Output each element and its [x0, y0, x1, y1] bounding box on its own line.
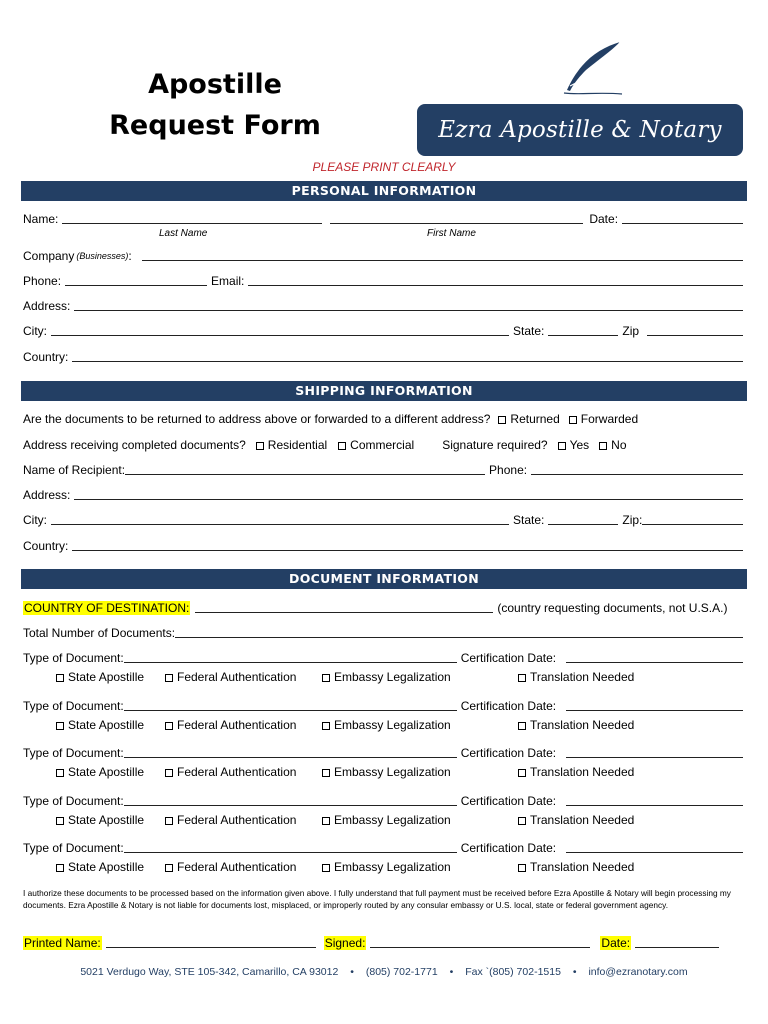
name-label: Name:	[23, 212, 59, 226]
federal-authentication-option[interactable]: Federal Authentication	[165, 670, 296, 685]
translation-needed-option[interactable]: Translation Needed	[518, 860, 634, 875]
shipping-city-label: City:	[23, 513, 47, 527]
embassy-legalization-option[interactable]: Embassy Legalization	[322, 765, 451, 780]
shipping-address-field[interactable]	[74, 488, 743, 500]
federal-authentication-checkbox[interactable]	[165, 769, 173, 777]
company-colon: :	[128, 249, 132, 263]
certification-date-label: Certification Date:	[460, 746, 557, 760]
federal-authentication-option[interactable]: Federal Authentication	[165, 765, 296, 780]
document-type-label: Type of Document:	[23, 746, 124, 760]
phone-email-row	[23, 273, 743, 288]
shipping-city-field[interactable]	[51, 513, 509, 525]
state-apostille-checkbox[interactable]	[56, 817, 64, 825]
company-field[interactable]	[142, 249, 743, 261]
translation-needed-option[interactable]: Translation Needed	[518, 765, 634, 780]
state-label: State:	[513, 324, 545, 338]
translation-needed-checkbox[interactable]	[518, 674, 526, 682]
section-personal-information: PERSONAL INFORMATION	[21, 181, 747, 201]
total-documents-label: Total Number of Documents:	[23, 626, 176, 640]
translation-needed-checkbox[interactable]	[518, 817, 526, 825]
company-note: (Businesses)	[76, 251, 129, 261]
state-apostille-checkbox[interactable]	[56, 674, 64, 682]
recipient-field[interactable]	[125, 463, 485, 475]
country-label: Country:	[23, 350, 69, 364]
document-type-row	[23, 840, 743, 855]
title-line-1: Apostille	[148, 69, 282, 100]
translation-needed-checkbox[interactable]	[518, 722, 526, 730]
federal-authentication-checkbox[interactable]	[165, 722, 173, 730]
certification-date-field[interactable]	[566, 841, 743, 853]
address-field[interactable]	[74, 299, 743, 311]
shipping-phone-field[interactable]	[531, 463, 743, 475]
commercial-option[interactable]: Commercial	[338, 438, 414, 452]
signature-row	[23, 935, 746, 950]
recipient-label: Name of Recipient:	[23, 463, 126, 477]
commercial-checkbox[interactable]	[338, 442, 346, 450]
embassy-legalization-option[interactable]: Embassy Legalization	[322, 860, 451, 875]
translation-needed-option[interactable]: Translation Needed	[518, 718, 634, 733]
signature-yes-checkbox[interactable]	[558, 442, 566, 450]
shipping-zip-field[interactable]	[642, 513, 743, 525]
document-type-label: Type of Document:	[23, 699, 124, 713]
certification-date-label: Certification Date:	[460, 794, 557, 808]
city-field[interactable]	[51, 324, 509, 336]
address-label: Address:	[23, 299, 71, 313]
embassy-legalization-option[interactable]: Embassy Legalization	[322, 670, 451, 685]
return-question: Are the documents to be returned to address above or forwarded to a different address?	[23, 412, 491, 426]
shipping-city-row	[23, 512, 743, 527]
federal-authentication-checkbox[interactable]	[165, 674, 173, 682]
quill-pen-icon	[558, 40, 628, 98]
federal-authentication-checkbox[interactable]	[165, 864, 173, 872]
return-question-row	[23, 411, 743, 426]
embassy-legalization-option[interactable]: Embassy Legalization	[322, 718, 451, 733]
shipping-country-field[interactable]	[72, 539, 743, 551]
document-type-row	[23, 698, 743, 713]
signed-label: Signed:	[324, 936, 366, 950]
footer-fax: Fax `(805) 702-1515	[465, 966, 561, 978]
signature-question: Signature required?	[442, 438, 548, 452]
footer-separator: •	[449, 966, 454, 978]
document-type-field[interactable]	[124, 651, 457, 663]
returned-checkbox[interactable]	[498, 416, 506, 424]
state-apostille-option[interactable]: State Apostille	[56, 718, 144, 733]
first-name-caption: First Name	[427, 228, 476, 239]
certification-date-field[interactable]	[566, 651, 743, 663]
certification-date-label: Certification Date:	[460, 699, 557, 713]
form-title	[90, 64, 340, 146]
company-logo	[417, 104, 743, 156]
state-field[interactable]	[548, 324, 618, 336]
shipping-phone-label: Phone:	[489, 463, 528, 477]
state-apostille-checkbox[interactable]	[56, 769, 64, 777]
country-row	[23, 349, 743, 364]
address-type-row	[23, 437, 743, 452]
footer-separator: •	[350, 966, 354, 978]
title-line-2: Request Form	[109, 110, 321, 141]
document-type-field[interactable]	[124, 841, 457, 853]
embassy-legalization-checkbox[interactable]	[322, 864, 330, 872]
translation-needed-checkbox[interactable]	[518, 769, 526, 777]
residential-checkbox[interactable]	[256, 442, 264, 450]
email-label: Email:	[211, 274, 245, 288]
shipping-zip-label: Zip:	[622, 513, 643, 527]
certification-date-label: Certification Date:	[460, 651, 557, 665]
section-shipping-information: SHIPPING INFORMATION	[21, 381, 747, 401]
phone-label: Phone:	[23, 274, 62, 288]
state-apostille-option[interactable]: State Apostille	[56, 813, 144, 828]
state-apostille-option[interactable]: State Apostille	[56, 670, 144, 685]
forwarded-checkbox[interactable]	[569, 416, 577, 424]
state-apostille-checkbox[interactable]	[56, 722, 64, 730]
embassy-legalization-option[interactable]: Embassy Legalization	[322, 813, 451, 828]
signed-field[interactable]	[370, 936, 590, 948]
total-documents-field[interactable]	[175, 626, 743, 638]
signature-yes-option[interactable]: Yes	[558, 438, 590, 452]
document-type-label: Type of Document:	[23, 841, 124, 855]
certification-date-field[interactable]	[566, 699, 743, 711]
destination-row	[23, 600, 743, 615]
federal-authentication-option[interactable]: Federal Authentication	[165, 860, 296, 875]
forwarded-option[interactable]: Forwarded	[569, 412, 638, 426]
authorization-date-field[interactable]	[635, 936, 719, 948]
certification-date-field[interactable]	[566, 794, 743, 806]
certification-date-label: Certification Date:	[460, 841, 557, 855]
address-type-question: Address receiving completed documents?	[23, 438, 246, 452]
footer-contact	[0, 966, 768, 978]
federal-authentication-checkbox[interactable]	[165, 817, 173, 825]
embassy-legalization-checkbox[interactable]	[322, 769, 330, 777]
federal-authentication-option[interactable]: Federal Authentication	[165, 813, 296, 828]
email-field[interactable]	[248, 274, 743, 286]
address-row	[23, 298, 743, 313]
translation-needed-option[interactable]: Translation Needed	[518, 670, 634, 685]
shipping-country-label: Country:	[23, 539, 69, 553]
country-field[interactable]	[72, 350, 743, 362]
translation-needed-checkbox[interactable]	[518, 864, 526, 872]
state-apostille-option[interactable]: State Apostille	[56, 765, 144, 780]
document-type-label: Type of Document:	[23, 651, 124, 665]
last-name-caption: Last Name	[159, 228, 208, 239]
company-row	[23, 248, 743, 263]
document-type-field[interactable]	[124, 746, 457, 758]
document-type-field[interactable]	[124, 699, 457, 711]
city-label: City:	[23, 324, 47, 338]
embassy-legalization-checkbox[interactable]	[322, 817, 330, 825]
returned-option[interactable]: Returned	[498, 412, 559, 426]
shipping-address-row	[23, 487, 743, 502]
shipping-state-field[interactable]	[548, 513, 618, 525]
total-documents-row	[23, 625, 743, 640]
authorization-statement: I authorize these documents to be processed based on the information given above. I fully understand that full payment must be received before Ezra Apostille & Notary will begin processing my documents. Ezra Apostille & Notary is not liable for documents lost, misplaced, or improperly routed by any consular embassy or U.S. local, state or federal government agency.	[23, 888, 731, 910]
footer-email[interactable]: info@ezranotary.com	[588, 966, 688, 978]
company-label: Company	[23, 249, 75, 263]
document-type-field[interactable]	[124, 794, 457, 806]
printed-name-field[interactable]	[106, 936, 316, 948]
shipping-country-row	[23, 538, 743, 553]
document-type-label: Type of Document:	[23, 794, 124, 808]
printed-name-label: Printed Name:	[24, 936, 101, 950]
zip-label: Zip	[622, 324, 640, 338]
document-type-row	[23, 650, 743, 665]
footer-separator: •	[572, 966, 577, 978]
footer-address: 5021 Verdugo Way, STE 105-342, Camarillo, CA 93012	[80, 966, 339, 978]
destination-label: COUNTRY OF DESTINATION:	[24, 601, 190, 615]
last-name-field[interactable]	[62, 212, 322, 224]
section-document-information: DOCUMENT INFORMATION	[21, 569, 747, 589]
state-apostille-checkbox[interactable]	[56, 864, 64, 872]
signature-no-checkbox[interactable]	[599, 442, 607, 450]
translation-needed-option[interactable]: Translation Needed	[518, 813, 634, 828]
logo-text: Ezra Apostille & Notary	[438, 117, 722, 143]
phone-field[interactable]	[65, 274, 207, 286]
federal-authentication-option[interactable]: Federal Authentication	[165, 718, 296, 733]
destination-note: (country requesting documents, not U.S.A.)	[497, 601, 728, 615]
document-type-row	[23, 793, 743, 808]
certification-date-field[interactable]	[566, 746, 743, 758]
embassy-legalization-checkbox[interactable]	[322, 674, 330, 682]
footer-phone[interactable]: (805) 702-1771	[365, 966, 438, 978]
destination-field[interactable]	[195, 601, 493, 613]
zip-field[interactable]	[647, 324, 743, 336]
first-name-field[interactable]	[330, 212, 583, 224]
shipping-state-label: State:	[513, 513, 545, 527]
date-field[interactable]	[622, 212, 743, 224]
authorization-date-label: Date:	[601, 936, 631, 950]
recipient-row	[23, 462, 743, 477]
document-type-row	[23, 745, 743, 760]
signature-no-option[interactable]: No	[599, 438, 626, 452]
embassy-legalization-checkbox[interactable]	[322, 722, 330, 730]
shipping-address-label: Address:	[23, 488, 71, 502]
print-clearly-note: PLEASE PRINT CLEARLY	[312, 160, 456, 174]
residential-option[interactable]: Residential	[256, 438, 327, 452]
city-row	[23, 323, 743, 338]
state-apostille-option[interactable]: State Apostille	[56, 860, 144, 875]
name-row	[23, 211, 743, 226]
date-label: Date:	[589, 212, 619, 226]
